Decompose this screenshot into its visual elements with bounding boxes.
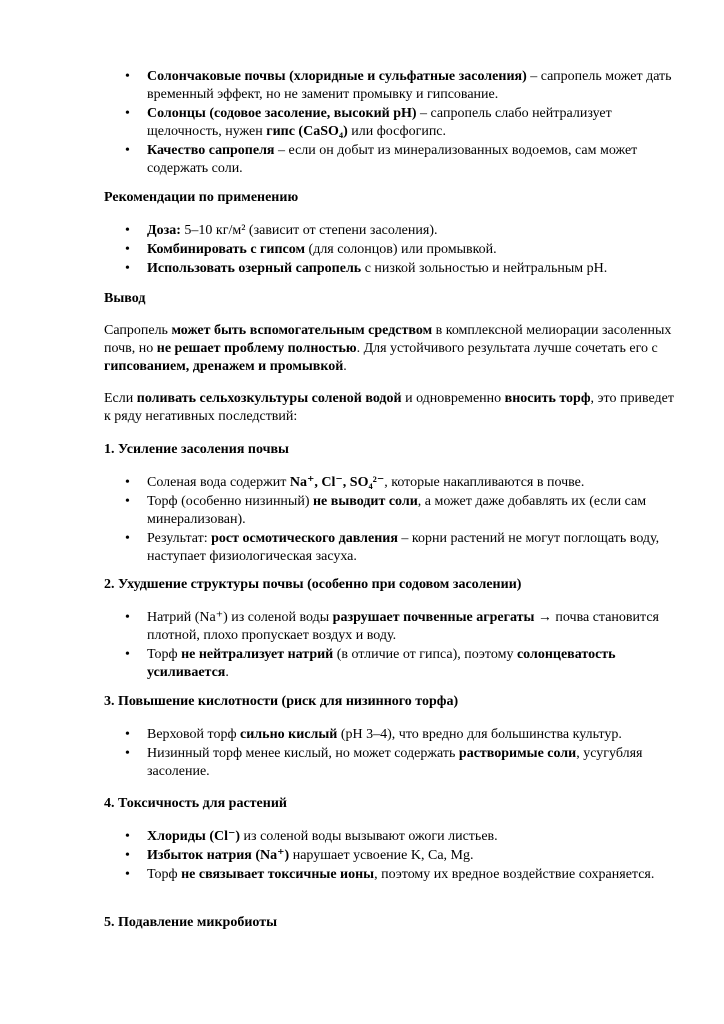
bold-text: Доза: (147, 223, 181, 238)
text-run: (для солонцов) или промывкой. (305, 242, 497, 257)
section3-list (104, 726, 676, 781)
list-item (104, 646, 676, 682)
text-run: – корни растений не могут поглощать воду, наступает физиологическая засуха. (147, 531, 660, 564)
text-run: Сапропель (104, 323, 172, 338)
conclusion-paragraph (104, 322, 676, 376)
bold-text: рост осмотического давления (211, 531, 398, 546)
list-item (104, 68, 676, 104)
bold-text: не связывает токсичные ионы (181, 867, 375, 882)
bold-text: Na⁺, Cl⁻, SO₄²⁻ (289, 475, 385, 490)
intro-paragraph (104, 390, 676, 426)
text-run: . Для устойчивого результата лучше сочетать его с (356, 341, 658, 356)
text-run: – сапропель слабо нейтрализует щелочность, нужен (147, 106, 612, 139)
bold-text: может быть вспомогательным средством (171, 323, 433, 338)
bold-text: Хлориды (Cl⁻) (147, 829, 241, 844)
section3-block (104, 726, 676, 782)
text-run: Верховой торф (147, 727, 241, 742)
text-run: . (225, 665, 229, 680)
section5-heading: 5. Подавление микробиоты (104, 915, 278, 930)
text-run: , усугубляя засоление. (147, 746, 643, 779)
text-run: , которые накапливаются в почве. (384, 475, 585, 490)
text-run: Торф (особенно низинный) (147, 494, 313, 509)
text-run: Если (104, 391, 137, 406)
bold-text: не выводит соли (312, 494, 418, 509)
list-item (104, 866, 676, 884)
section1-heading: 1. Усиление засоления почвы (104, 442, 289, 457)
section2-block (104, 609, 676, 683)
text-run: Торф (147, 647, 182, 662)
list-item (104, 142, 676, 178)
text-run: Натрий (Na⁺) из соленой воды (147, 610, 333, 625)
recommendations-block (104, 222, 676, 279)
text-run: и одновременно (401, 391, 505, 406)
text-run: , а может даже добавлять их (если сам минерализован). (147, 494, 647, 527)
section4-heading: 4. Токсичность для растений (104, 796, 287, 811)
text-run: с низкой зольностью и нейтральным pH. (361, 261, 608, 276)
section4-list (104, 828, 676, 884)
recommendations-heading: Рекомендации по применению (104, 190, 299, 205)
bold-text: сильно кислый (240, 727, 338, 742)
text-run: (pH 3–4), что вредно для большинства культур. (337, 727, 622, 742)
list-item (104, 609, 676, 645)
recommendations-list (104, 222, 676, 278)
bold-text: Использовать озерный сапропель (147, 261, 362, 276)
list-item (104, 847, 676, 865)
section3-heading: 3. Повышение кислотности (риск для низинного торфа) (104, 694, 459, 709)
list-item (104, 493, 676, 529)
list-item (104, 260, 676, 278)
text-run: . (343, 359, 347, 374)
text-run: в комплексной мелиорации засоленных почв, но (104, 323, 672, 356)
text-run: (в отличие от гипса), поэтому (333, 647, 517, 662)
text-run: из соленой воды вызывают ожоги листьев. (240, 829, 498, 844)
list-item (104, 474, 676, 492)
bold-text: гипсованием, дренажем и промывкой (104, 359, 344, 374)
text-run: Соленая вода содержит (147, 475, 290, 490)
section1-list (104, 474, 676, 566)
section2-heading: 2. Ухудшение структуры почвы (особенно при содовом засолении) (104, 577, 522, 592)
text-run: → почва становится плотной, плохо пропускает воздух и воду. (147, 610, 659, 643)
text-run: Низинный торф менее кислый, но может содержать (147, 746, 459, 761)
bold-text: гипс (CaSO₄) (266, 124, 348, 139)
text-run: или фосфогипс. (347, 124, 447, 139)
text-run: – если он добыт из минерализованных водоемов, сам может содержать соли. (147, 143, 638, 176)
list-item (104, 241, 676, 259)
list-item (104, 530, 676, 566)
section4-block (104, 828, 676, 885)
bold-text: не нейтрализует натрий (181, 647, 334, 662)
text-run: , это приведет к ряду негативных последствий: (104, 391, 674, 424)
section1-block (104, 474, 676, 567)
conclusion-heading: Вывод (104, 291, 146, 306)
text-run: нарушает усвоение K, Ca, Mg. (289, 848, 474, 863)
list-item (104, 745, 676, 781)
text-run: 5–10 кг/м² (зависит от степени засоления). (180, 223, 438, 238)
bold-text: солонцеватость усиливается (147, 647, 616, 680)
text-run: Торф (147, 867, 182, 882)
bold-text: Комбинировать с гипсом (147, 242, 306, 257)
bold-text: не решает проблему полностью (156, 341, 357, 356)
text-run: Результат: (147, 531, 212, 546)
bold-text: вносить торф (504, 391, 591, 406)
bold-text: поливать сельхозкультуры соленой водой (136, 391, 402, 406)
list-item (104, 828, 676, 846)
top-list (104, 68, 676, 178)
list-item (104, 222, 676, 240)
top-list-block (104, 68, 676, 179)
bold-text: Солончаковые почвы (хлоридные и сульфатные засоления) (147, 69, 527, 84)
text-run: – сапропель может дать временный эффект, но не заменит промывку и гипсование. (147, 69, 672, 102)
list-item (104, 726, 676, 744)
bold-text: растворимые соли (458, 746, 577, 761)
list-item (104, 105, 676, 141)
section2-list (104, 609, 676, 682)
bold-text: Избыток натрия (Na⁺) (147, 848, 290, 863)
bold-text: разрушает почвенные агрегаты (332, 610, 535, 625)
text-run: , поэтому их вредное воздействие сохраняется. (374, 867, 655, 882)
bold-text: Солонцы (содовое засоление, высокий pH) (147, 106, 417, 121)
bold-text: Качество сапропеля (147, 143, 275, 158)
